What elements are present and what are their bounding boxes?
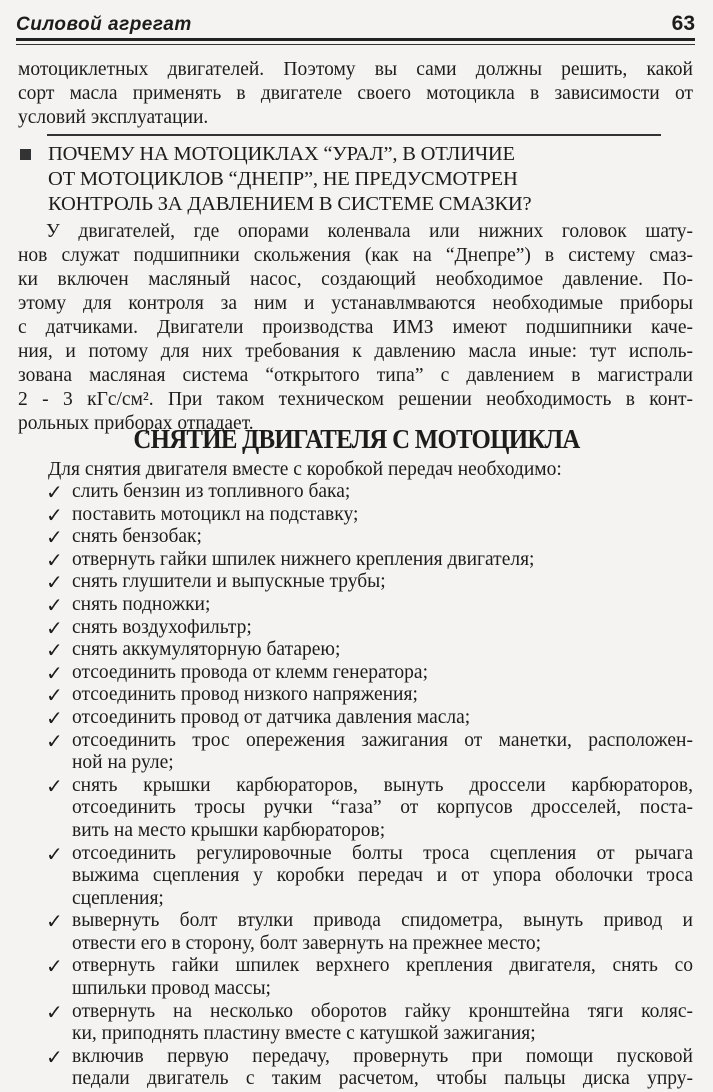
section-intro: Для снятия двигателя вместе с коробкой передач необходимо:: [48, 459, 562, 480]
text-line: ния, и потому для них требования к давлению масла иные: тут исполь-: [18, 341, 693, 362]
text-line: этому для контроля за ним и устанавлмваются необходимые приборы: [18, 293, 693, 314]
answer-paragraph: [18, 220, 693, 436]
list-item: [46, 617, 693, 640]
checkmark-icon: ✓: [46, 728, 63, 753]
list-item-line: отсоединить провода от клемм генератора;: [72, 661, 428, 683]
list-item-line: педали двигатель с таким расчетом, чтобы пальцы диска упру-: [72, 1068, 693, 1090]
list-item: [46, 639, 693, 662]
text-line: ки включен масляный насос, создающий необходимое давление. По-: [18, 269, 693, 290]
list-item-line: снять воздухофильтр;: [72, 616, 252, 638]
list-item-line: слить бензин из топливного бака;: [72, 481, 351, 502]
list-item: [46, 1001, 693, 1046]
list-item: [46, 504, 693, 527]
list-item-line: отсоединить трос опережения зажигания от манетки, расположен-: [72, 729, 693, 751]
checkmark-icon: ✓: [46, 841, 63, 866]
page-number: 63: [671, 12, 695, 35]
list-item: [46, 684, 693, 707]
checkmark-icon: ✓: [46, 683, 63, 708]
list-item: [46, 662, 693, 685]
list-item-line: вить на место крышки карбюраторов;: [72, 819, 386, 841]
list-item-line: отсоединить провод низкого напряжения;: [72, 684, 418, 706]
checkmark-icon: ✓: [46, 570, 63, 595]
list-item-line: выжима сцепления у коробки передач и от упора оболочки троса: [72, 865, 693, 887]
square-bullet-icon: [20, 149, 31, 160]
checkmark-icon: ✓: [46, 954, 63, 979]
text-line: 2 - 3 кГс/см². При таком техническом решении необходимость в конт-: [18, 389, 693, 410]
text-line: условий эксплуатации.: [18, 107, 209, 128]
running-header: [16, 6, 695, 36]
heading-line: КОНТРОЛЬ ЗА ДАВЛЕНИЕМ В СИСТЕМЕ СМАЗКИ?: [48, 193, 532, 215]
heading-line: ПОЧЕМУ НА МОТОЦИКЛАХ “УРАЛ”, В ОТЛИЧИЕ: [48, 143, 515, 165]
text-line: зована масляная система “открытого типа” с давлением в магистрали: [18, 365, 693, 386]
list-item-line: снять бензобак;: [72, 526, 202, 548]
running-header-title: Силовой агрегат: [16, 14, 192, 35]
intro-paragraph: [18, 58, 693, 130]
checkmark-icon: ✓: [46, 1044, 63, 1069]
list-item-line: ки, приподнять пластину вместе с катушкой зажигания;: [72, 1023, 536, 1045]
heading-line: ОТ МОТОЦИКЛОВ “ДНЕПР”, НЕ ПРЕДУСМОТРЕН: [48, 168, 518, 190]
list-item-line: снять крышки карбюраторов, вынуть дроссели карбюраторов,: [72, 774, 693, 796]
text-line: сорт масла применять в двигателе своего мотоцикла в зависимости от: [18, 83, 693, 104]
checkmark-icon: ✓: [46, 999, 63, 1024]
list-item-line: снять аккумуляторную батарею;: [72, 639, 341, 661]
list-item-line: снять подножки;: [72, 593, 211, 615]
list-item-line: ной на руле;: [72, 752, 174, 774]
list-item: [46, 571, 693, 594]
list-item: [46, 707, 693, 730]
checkmark-icon: ✓: [46, 638, 63, 663]
list-item: [46, 549, 693, 572]
checkmark-icon: ✓: [46, 660, 63, 685]
list-item-line: сцепления;: [72, 887, 164, 909]
list-item-line: вывернуть болт втулки привода спидометра, вынуть привод и: [72, 910, 693, 932]
list-item: [46, 910, 693, 955]
question-rule: [47, 134, 661, 136]
list-item-line: отсоединить тросы ручки “газа” от корпусов дросселей, поста-: [72, 797, 693, 819]
text-line: нов служат подшипники скольжения (как на “Днепре”) в систему смаз-: [18, 245, 693, 266]
header-rule-thin: [16, 44, 695, 45]
header-rule-thick: [16, 38, 695, 41]
list-item-line: включив первую передачу, провернуть при помощи пусковой: [72, 1045, 693, 1067]
checkmark-icon: ✓: [46, 773, 63, 798]
checkmark-icon: ✓: [46, 502, 63, 527]
text-line: с датчиками. Двигатели производства ИМЗ имеют подшипники каче-: [18, 317, 693, 338]
checkmark-icon: ✓: [46, 525, 63, 550]
text-line: мотоциклетных двигателей. Поэтому вы сами должны решить, какой: [18, 59, 693, 80]
list-item: [46, 955, 693, 1000]
checkmark-icon: ✓: [46, 480, 63, 504]
text-line: У двигателей, где опорами коленвала или нижних головок шату-: [46, 221, 693, 242]
list-item: [46, 730, 693, 775]
list-item-line: отвернуть на несколько оборотов гайку кронштейна тяги коляс-: [72, 1000, 693, 1022]
checkmark-icon: ✓: [46, 705, 63, 730]
checkmark-icon: ✓: [46, 909, 63, 934]
list-item: [46, 526, 693, 549]
list-item-line: отвернуть гайки шпилек нижнего крепления двигателя;: [72, 548, 535, 570]
list-item-line: отсоединить регулировочные болты троса сцепления от рычага: [72, 842, 693, 864]
checkmark-icon: ✓: [46, 615, 63, 640]
steps-list: [46, 481, 693, 1091]
list-item: [46, 843, 693, 911]
question-heading: [48, 142, 531, 217]
list-item: [46, 481, 693, 504]
list-item: [46, 594, 693, 617]
list-item-line: отвести его в сторону, болт завернуть на прежнее место;: [72, 932, 542, 954]
checkmark-icon: ✓: [46, 592, 63, 617]
list-item: [46, 775, 693, 843]
checkmark-icon: ✓: [46, 547, 63, 572]
list-item-line: отсоединить провод от датчика давления масла;: [72, 706, 471, 728]
list-item-line: поставить мотоцикл на подставку;: [72, 503, 359, 525]
list-item-line: отвернуть гайки шпилек верхнего крепления двигателя, снять со: [72, 955, 693, 977]
list-item-line: снять глушители и выпускные трубы;: [72, 571, 386, 593]
list-item-line: шпильки провод массы;: [72, 978, 271, 1000]
text-line: рольных приборах отпадает.: [18, 413, 254, 434]
list-item: [46, 1046, 693, 1091]
section-title: СНЯТИЕ ДВИГАТЕЛЯ С МОТОЦИКЛА: [133, 424, 580, 454]
